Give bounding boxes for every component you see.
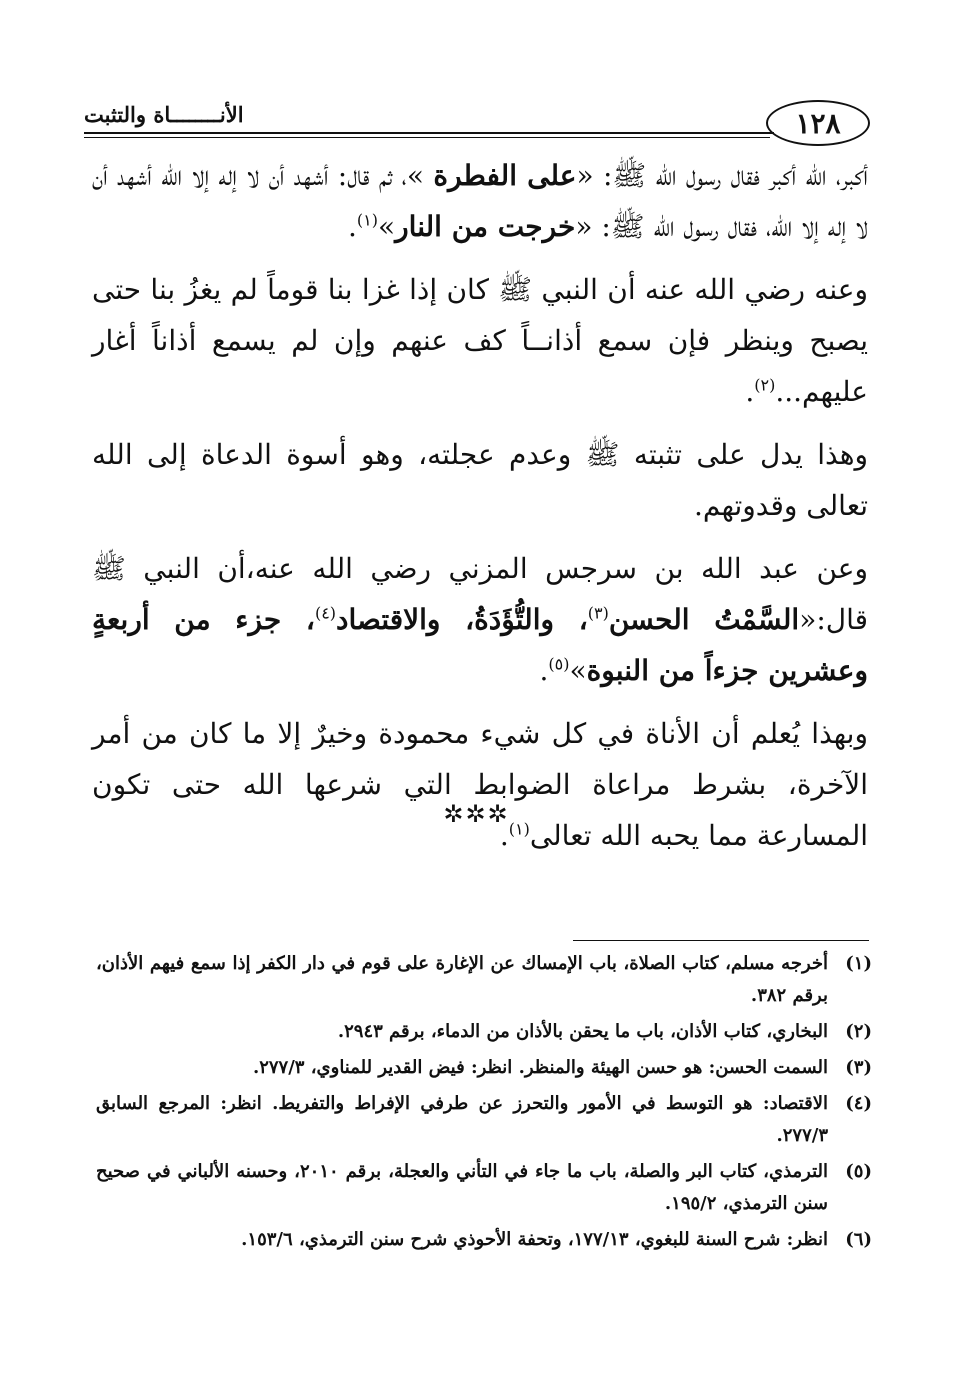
header-rule xyxy=(84,132,774,134)
footnote-item xyxy=(96,1052,872,1084)
footnote-number: (٤) xyxy=(845,1093,872,1114)
footnote-text: الترمذي، كتاب البر والصلة، باب ما جاء في التأني والعجلة، برقم ٢٠١٠، وحسنه الألباني في صحيح سنن الترمذي، ١٩٥/٢. xyxy=(96,1161,829,1214)
text-run: . xyxy=(499,819,509,852)
text-run: وهذا يدل على تثبته ﷺ وعدم عجلته، وهو أسوة الدعاة إلى الله تعالى وقدوتهم. xyxy=(92,438,868,522)
footnote-number: (٦) xyxy=(845,1229,872,1250)
footnotes xyxy=(96,948,872,1260)
paragraph-2 xyxy=(92,264,868,417)
paragraph-5 xyxy=(92,708,868,861)
paragraph-4 xyxy=(92,543,868,696)
footnote-separator xyxy=(573,940,869,941)
footnote-text: السمت الحسن: هو حسن الهيئة والمنظر. انظر: فيض القدير للمناوي، ٢٧٧/٣. xyxy=(252,1057,828,1078)
text-run: . xyxy=(539,654,549,687)
footnote-text: البخاري، كتاب الأذان، باب ما يحقن بالأذان من الدماء، برقم ٢٩٤٣. xyxy=(337,1021,828,1042)
text-run: . xyxy=(745,375,755,408)
text-run: أكبر، الله أكبر فقال رسول الله ﷺ: « xyxy=(576,159,869,192)
footnote-marker[interactable]: (١) xyxy=(356,210,378,230)
header-rule-thin xyxy=(84,137,770,138)
footnote-text: الاقتصاد: هو التوسط في الأمور والتحرز عن طرفي الإفراط والتفريط. انظر: المرجع السابق ٢٧٧/٣. xyxy=(96,1093,828,1146)
footnote-marker[interactable]: (٥) xyxy=(548,654,570,674)
footnote-number: (٥) xyxy=(845,1161,872,1182)
text-run: . xyxy=(348,210,357,243)
footnote-number: (١) xyxy=(845,953,872,974)
hadith-quote: ، والتُّؤَدَةُ، والاقتصاد xyxy=(336,603,588,636)
hadith-quote: ، جزء من أربعةٍ وعشرين جزءاً من النبوة xyxy=(92,603,868,687)
footnote-item xyxy=(96,948,872,1012)
paragraph-1 xyxy=(92,150,868,252)
footnote-number: (٣) xyxy=(845,1057,872,1078)
page-number: ١٢٨ xyxy=(766,100,870,146)
footnote-marker[interactable]: (٣) xyxy=(587,603,609,623)
running-title: الأنــــــــاة والتثبت xyxy=(84,102,244,127)
running-header xyxy=(84,100,870,156)
hadith-quote: السَّمْتُ الحسن xyxy=(608,603,800,636)
footnote-text: أخرجه مسلم، كتاب الصلاة، باب الإمساك عن الإغارة على قوم في دار الكفر إذا سمع فيهم الأذان، برقم ٣٨٢. xyxy=(96,953,828,1006)
hadith-quote: على الفطرة xyxy=(433,159,577,192)
footnote-item xyxy=(96,1156,872,1220)
main-text xyxy=(92,150,868,873)
text-run: » xyxy=(378,210,396,243)
footnote-marker[interactable]: (٤) xyxy=(314,603,337,623)
text-run: وبهذا يُعلم أن الأناة في كل شيء محمودة وخيرٌ إلا ما كان من أمر الآخرة، بشرط مراعاة الضوابط التي شرعها الله حتى تكون المسارعة مما يحبه الله تعالى xyxy=(92,717,868,852)
footnote-item xyxy=(96,1016,872,1048)
section-ornament: ✲✲✲ xyxy=(443,800,510,828)
footnote-marker[interactable]: (١) xyxy=(508,819,530,839)
footnote-marker[interactable]: (٢) xyxy=(754,375,776,395)
text-run: »، ثم قال: أشهد أن لا إله إلا الله أشهد أن لا إله إلا الله، فقال رسول الله ﷺ: « xyxy=(92,159,868,243)
footnote-item xyxy=(96,1088,872,1152)
footnote-number: (٢) xyxy=(845,1021,872,1042)
footnote-item xyxy=(96,1224,872,1256)
footnote-text: انظر: شرح السنة للبغوي، ١٧٧/١٣، وتحفة الأحوذي شرح سنن الترمذي، ١٥٣/٦. xyxy=(241,1229,828,1250)
text-run: وعن عبد الله بن سرجس المزني رضي الله عنه،أن النبي ﷺ قال:« xyxy=(92,552,869,636)
text-run: وعنه رضي الله عنه أن النبي ﷺ كان إذا غزا بنا قوماً لم يغزُ بنا حتى يصبح وينظر فإن سمع أذانــاً كف عنهم وإن لم يسمع أذاناً أغار عليهم... xyxy=(92,273,868,408)
hadith-quote: خرجت من النار xyxy=(395,210,576,243)
paragraph-3 xyxy=(92,429,868,531)
text-run: » xyxy=(569,654,587,687)
